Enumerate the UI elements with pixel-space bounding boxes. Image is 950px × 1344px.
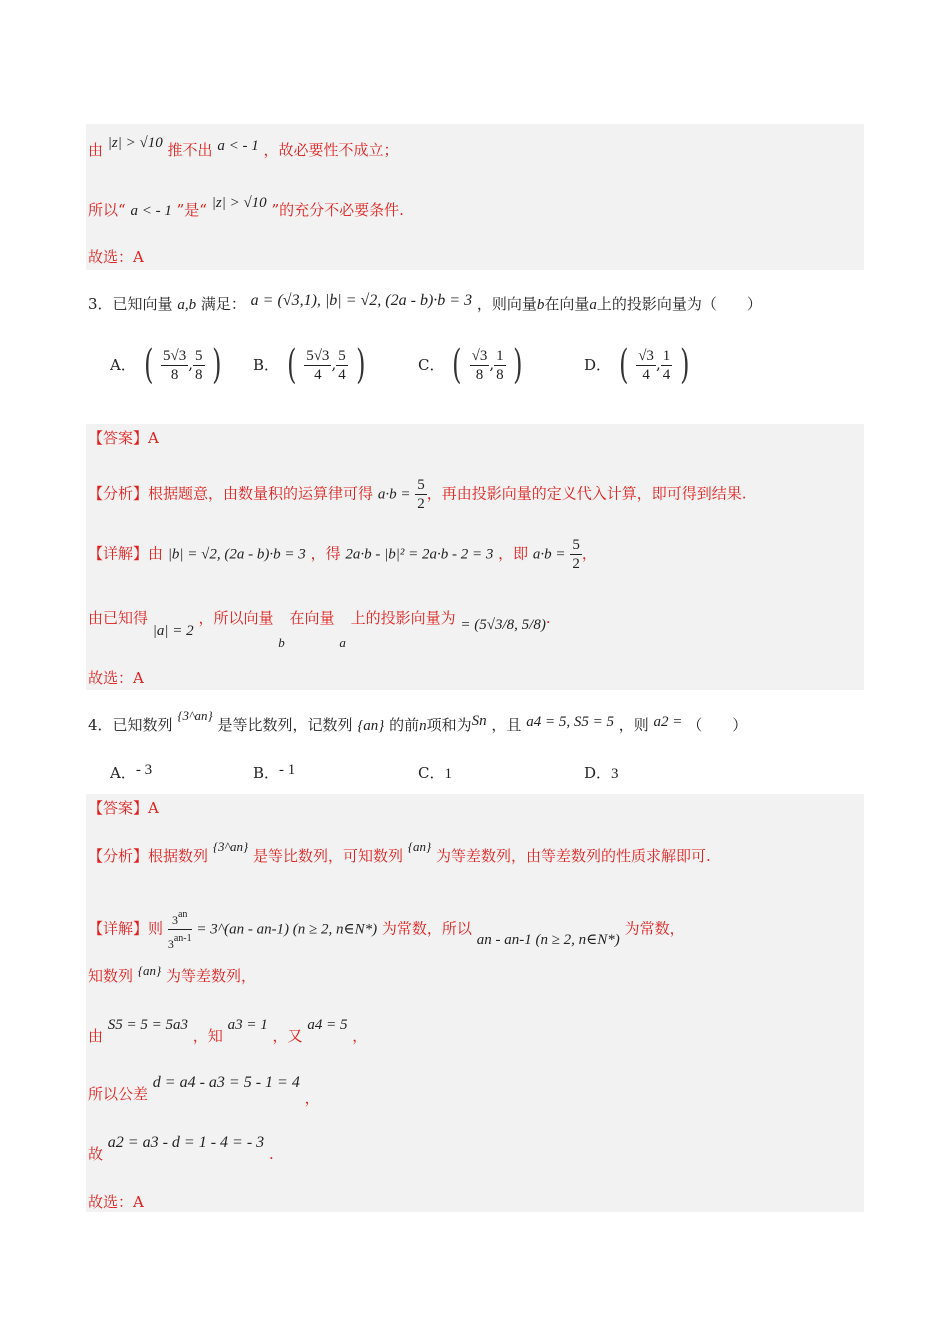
q4-answer: 【答案】A (88, 799, 159, 817)
q4-detail-3: 由 S5 = 5 = 5a3 ，知 a3 = 1 ，又 a4 = 5 ， (88, 1017, 368, 1045)
q3-detail-2: 由已知得 |a| = 2 ，所以向量 b 在向量 a 上的投影向量为 = (5√3/8, 5/8). (88, 609, 551, 650)
q3-option-b[interactable]: B． ( $\frac{5√3}{4}$ , $\frac{5}{4}$ ) (253, 342, 365, 388)
top-line-3: 故选：A (88, 248, 144, 266)
q3-detail-1: 【详解】由 |b| = √2, (2a - b)·b = 3 ，得 2a·b - |b|² = 2a·b - 2 = 3 ，即 a·b = $\frac{5}{2}$ ， (88, 537, 597, 572)
q4-option-a[interactable]: A．- 3 (110, 762, 153, 782)
q4-option-d[interactable]: D．3 (584, 764, 619, 782)
q3-answer: 【答案】A (88, 429, 159, 447)
q3-choose: 故选：A (88, 669, 144, 687)
q4-stem: 4．已知数列 {3^an} 是等比数列，记数列 {an} 的前n项和为Sn ，且 a4 = 5, S5 = 5 ，则 a2 = （ ） (88, 708, 748, 734)
top-line-1: 由 |z| > √10 推不出 a < - 1 ，故必要性不成立； (88, 135, 399, 159)
top-line-2: 所以“ a < - 1 ”是“ |z| > √10 ”的充分不必要条件. (88, 195, 404, 219)
q3-option-c[interactable]: C． ( $\frac{√3}{8}$ , $\frac{1}{8}$ ) (418, 342, 523, 388)
q4-option-b[interactable]: B．- 1 (253, 762, 296, 782)
q3-analysis: 【分析】根据题意，由数量积的运算律可得 a·b = $\frac{5}{2}$ ，再由投影向量的定义代入计算，即可得到结果. (88, 477, 747, 512)
q4-option-c[interactable]: C．1 (418, 764, 452, 782)
q4-detail-4: 所以公差 d = a4 - a3 = 5 - 1 = 4 ， (88, 1074, 320, 1107)
q4-detail-2: 知数列 {an} 为等差数列， (88, 963, 256, 985)
q3-option-d[interactable]: D． ( $\frac{√3}{4}$ , $\frac{1}{4}$ ) (584, 342, 690, 388)
q4-detail-5: 故 a2 = a3 - d = 1 - 4 = - 3 . (88, 1134, 274, 1163)
q4-analysis: 【分析】根据数列 {3^an} 是等比数列，可知数列 {an} 为等差数列，由等差数列的性质求解即可. (88, 839, 711, 865)
q3-stem: 3．已知向量 a,b 满足： a = (√3,1), |b| = √2, (2a - b)·b = 3 ，则向量b在向量a上的投影向量为（ ） (88, 292, 762, 313)
q3-option-a[interactable]: A． ( $\frac{5√3}{8}$ , $\frac{5}{8}$ ) (110, 342, 222, 388)
q4-detail-1: 【详解】则 $\frac{3^{an}}{3^{an-1}}$ = 3^(an - an-1) (n ≥ 2, n∈N*) 为常数，所以 an - an-1 (n ≥ 2, n∈N*) 为常数， (88, 906, 685, 953)
q4-choose: 故选：A (88, 1193, 144, 1211)
